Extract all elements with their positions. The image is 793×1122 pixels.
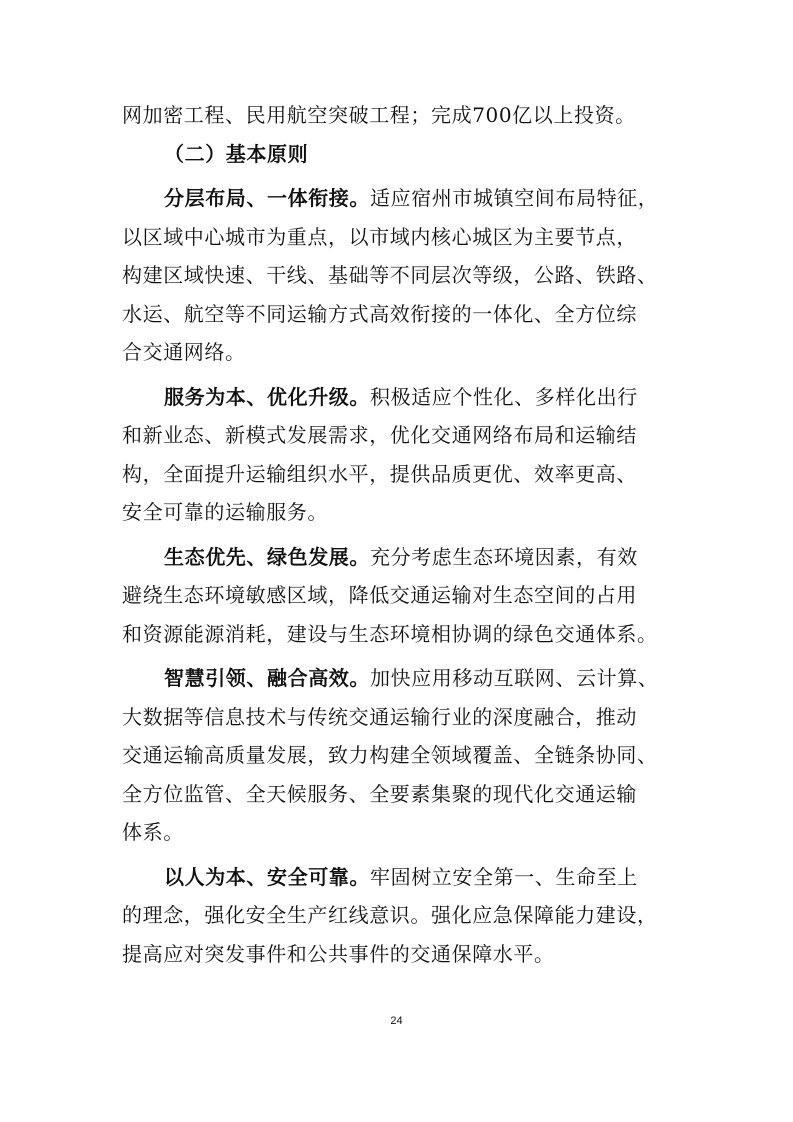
paragraph-line: 安全可靠的运输服务。 — [122, 500, 328, 524]
paragraph-line: 合交通网络。 — [122, 340, 246, 364]
paragraph-first-line — [122, 179, 682, 218]
paragraph-text: 积极适应个性化、多样化出行 — [370, 384, 638, 409]
document-body — [122, 96, 682, 973]
paragraph-line: 和新业态、新模式发展需求，优化交通网络布局和运输结 — [122, 423, 637, 447]
paragraph-first-line — [122, 538, 682, 577]
paragraph-line: 全方位监管、全天候服务、全要素集聚的现代化交通运输 — [122, 781, 637, 806]
paragraph-first-line — [122, 378, 682, 417]
paragraph-first-line — [122, 858, 682, 897]
principle-title: 生态优先、绿色发展。 — [164, 544, 370, 569]
principle-title: 智慧引领、融合高效。 — [164, 666, 370, 690]
paragraph-line: 提高应对突发事件和公共事件的交通保障水平。 — [122, 941, 555, 966]
opening-line: 网加密工程、民用航空突破工程；完成700亿以上投资。 — [122, 103, 636, 127]
principle-title: 以人为本、安全可靠。 — [164, 864, 370, 889]
paragraph-line: 体系。 — [122, 820, 184, 844]
paragraph-line: 的理念，强化安全生产红线意识。强化应急保障能力建设， — [122, 903, 658, 927]
paragraph-line: 构建区域快速、干线、基础等不同层次等级，公路、铁路、 — [122, 263, 658, 287]
paragraph-text: 加快应用移动互联网、云计算、 — [370, 666, 659, 690]
principle-title: 服务为本、优化升级。 — [164, 384, 370, 409]
paragraph-first-line — [122, 659, 682, 698]
principle-paragraph — [122, 659, 682, 852]
paragraph-line: 和资源能源消耗，建设与生态环境相协调的绿色交通体系。 — [122, 621, 658, 646]
principle-paragraph — [122, 538, 682, 654]
paragraph-line: 构，全面提升运输组织水平，提供品质更优、效率更高、 — [122, 461, 637, 486]
section-heading: （二）基本原则 — [164, 141, 309, 166]
paragraph-line: 大数据等信息技术与传统交通运输行业的深度融合，推动 — [122, 704, 637, 729]
page-number: 24 — [390, 1015, 403, 1027]
paragraph-text: 充分考虑生态环境因素，有效 — [370, 544, 638, 569]
paragraph-text: 牢固树立安全第一、生命至上 — [370, 864, 638, 889]
principle-paragraph — [122, 179, 682, 372]
paragraph-line: 以区域中心城市为重点，以市域内核心城区为主要节点， — [122, 224, 637, 249]
paragraph-line: 水运、航空等不同运输方式高效衔接的一体化、全方位综 — [122, 301, 637, 326]
principle-paragraph — [122, 858, 682, 974]
paragraph-text: 适应宿州市城镇空间布局特征， — [370, 186, 659, 210]
principle-title: 分层布局、一体衔接。 — [164, 186, 370, 210]
paragraph-line: 交通运输高质量发展，致力构建全领域覆盖、全链条协同、 — [122, 743, 658, 767]
principle-paragraph — [122, 378, 682, 532]
paragraph-line: 避绕生态环境敏感区域，降低交通运输对生态空间的占用 — [122, 583, 637, 607]
